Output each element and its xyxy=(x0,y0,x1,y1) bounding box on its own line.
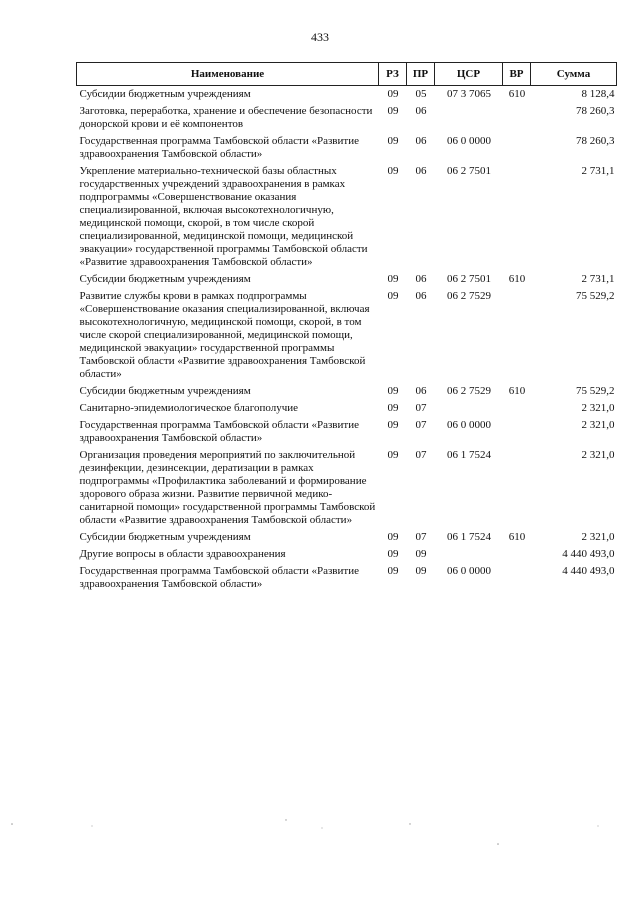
cell-name: Организация проведения мероприятий по заключительной дезинфекции, дезинсекции, дератизации в рамках подпрограммы «Профилактика заболеваний и формирование здорового образа жизни. Развитие первичной медико-санитарной помощи» государственной программы Тамбовской области «Развитие здравоохранения Тамбовской области» xyxy=(79,449,376,526)
cell-pr: 06 xyxy=(415,165,427,177)
cell-rz: 09 xyxy=(387,385,399,397)
cell-rz: 09 xyxy=(387,88,399,100)
cell-pr: 06 xyxy=(415,273,427,285)
table-row xyxy=(77,133,617,163)
table-row xyxy=(77,86,617,104)
cell-csr xyxy=(435,546,503,563)
cell-pr: 07 xyxy=(415,402,427,414)
cell-sum: 2 321,0 xyxy=(581,402,615,414)
cell-sum: 78 260,3 xyxy=(576,135,615,147)
cell-pr: 07 xyxy=(415,419,427,431)
cell-name: Государственная программа Тамбовской области «Развитие здравоохранения Тамбовской области» xyxy=(79,565,359,590)
cell-rz: 09 xyxy=(387,290,399,302)
cell-sum: 8 128,4 xyxy=(581,88,615,100)
header-pr: ПР xyxy=(407,63,435,86)
cell-sum: 2 731,1 xyxy=(581,165,615,177)
cell-sum: 4 440 493,0 xyxy=(562,548,615,560)
table-row xyxy=(77,103,617,133)
cell-sum: 78 260,3 xyxy=(576,105,615,117)
cell-sum: 2 321,0 xyxy=(581,419,615,431)
cell-name: Государственная программа Тамбовской области «Развитие здравоохранения Тамбовской области» xyxy=(79,135,359,160)
table-row xyxy=(77,546,617,563)
cell-csr: 06 2 7529 xyxy=(447,290,491,302)
cell-csr: 06 2 7501 xyxy=(447,165,491,177)
cell-csr: 06 0 0000 xyxy=(447,565,491,577)
cell-pr: 07 xyxy=(415,531,427,543)
cell-csr xyxy=(435,103,503,133)
cell-csr xyxy=(435,400,503,417)
cell-name: Развитие службы крови в рамках подпрограммы «Совершенствование оказания специализированной, включая высокотехнологичную, медицинской помощи, скорой, в том числе скорой специализированной, медицинской помощи, медицинской эвакуации» государственной программы Тамбовской области «Развитие здравоохранения Тамбовской области» xyxy=(79,290,370,380)
cell-csr: 06 0 0000 xyxy=(447,135,491,147)
cell-csr: 06 2 7501 xyxy=(447,273,491,285)
cell-vr: 610 xyxy=(508,531,526,543)
cell-sum: 2 731,1 xyxy=(581,273,615,285)
cell-vr xyxy=(503,563,531,593)
cell-csr: 06 1 7524 xyxy=(447,449,491,461)
cell-name: Субсидии бюджетным учреждениям xyxy=(79,273,251,285)
header-name: Наименование xyxy=(77,63,379,86)
cell-vr: 610 xyxy=(508,273,526,285)
budget-table xyxy=(76,62,617,593)
cell-vr: 610 xyxy=(508,88,526,100)
cell-sum: 2 321,0 xyxy=(581,531,615,543)
cell-pr: 06 xyxy=(415,385,427,397)
header-vr: ВР xyxy=(503,63,531,86)
cell-rz: 09 xyxy=(387,548,399,560)
cell-vr xyxy=(503,163,531,271)
cell-name: Укрепление материально-технической базы областных государственных учреждений здравоохранения в рамках подпрограммы «Совершенствование оказания специализированной, включая высокотехнологичную, медицинской помощи, скорой, в том числе скорой специализированной, медицинской помощи, медицинской эвакуации» государственной программы Тамбовской области «Развитие здравоохранения Тамбовской области» xyxy=(79,165,368,268)
cell-vr xyxy=(503,288,531,383)
cell-csr: 06 1 7524 xyxy=(447,531,491,543)
cell-rz: 09 xyxy=(387,449,399,461)
page-number: 433 xyxy=(311,30,329,44)
scan-specks xyxy=(0,800,640,860)
cell-vr xyxy=(503,133,531,163)
table-row xyxy=(77,529,617,546)
cell-pr: 06 xyxy=(415,105,427,117)
cell-vr xyxy=(503,400,531,417)
cell-name: Субсидии бюджетным учреждениям xyxy=(79,385,251,397)
cell-sum: 75 529,2 xyxy=(576,290,615,302)
table-row xyxy=(77,163,617,271)
cell-pr: 09 xyxy=(415,565,427,577)
cell-pr: 07 xyxy=(415,449,427,461)
table-row xyxy=(77,417,617,447)
header-sum: Сумма xyxy=(531,63,617,86)
cell-rz: 09 xyxy=(387,419,399,431)
cell-vr xyxy=(503,447,531,529)
cell-name: Другие вопросы в области здравоохранения xyxy=(79,548,286,560)
header-rz: РЗ xyxy=(379,63,407,86)
cell-name: Субсидии бюджетным учреждениям xyxy=(79,88,251,100)
table-row xyxy=(77,383,617,400)
header-csr: ЦСР xyxy=(435,63,503,86)
table-row xyxy=(77,288,617,383)
cell-vr xyxy=(503,546,531,563)
cell-vr: 610 xyxy=(508,385,526,397)
cell-name: Санитарно-эпидемиологическое благополучие xyxy=(79,402,299,414)
table-body xyxy=(77,86,617,594)
cell-csr: 06 0 0000 xyxy=(447,419,491,431)
cell-pr: 06 xyxy=(415,135,427,147)
cell-rz: 09 xyxy=(387,565,399,577)
cell-name: Государственная программа Тамбовской области «Развитие здравоохранения Тамбовской области» xyxy=(79,419,359,444)
cell-pr: 05 xyxy=(415,88,427,100)
cell-rz: 09 xyxy=(387,402,399,414)
cell-pr: 09 xyxy=(415,548,427,560)
cell-sum: 2 321,0 xyxy=(581,449,615,461)
cell-csr: 07 3 7065 xyxy=(447,88,491,100)
cell-name: Субсидии бюджетным учреждениям xyxy=(79,531,251,543)
cell-rz: 09 xyxy=(387,273,399,285)
table-row xyxy=(77,400,617,417)
cell-rz: 09 xyxy=(387,165,399,177)
cell-rz: 09 xyxy=(387,531,399,543)
cell-rz: 09 xyxy=(387,135,399,147)
table-row xyxy=(77,447,617,529)
cell-sum: 4 440 493,0 xyxy=(562,565,615,577)
cell-name: Заготовка, переработка, хранение и обеспечение безопасности донорской крови и её компонентов xyxy=(79,105,373,130)
table-row xyxy=(77,563,617,593)
table-header xyxy=(77,63,617,86)
cell-vr xyxy=(503,417,531,447)
table-row xyxy=(77,271,617,288)
cell-csr: 06 2 7529 xyxy=(447,385,491,397)
cell-pr: 06 xyxy=(415,290,427,302)
cell-sum: 75 529,2 xyxy=(576,385,615,397)
cell-rz: 09 xyxy=(387,105,399,117)
cell-vr xyxy=(503,103,531,133)
